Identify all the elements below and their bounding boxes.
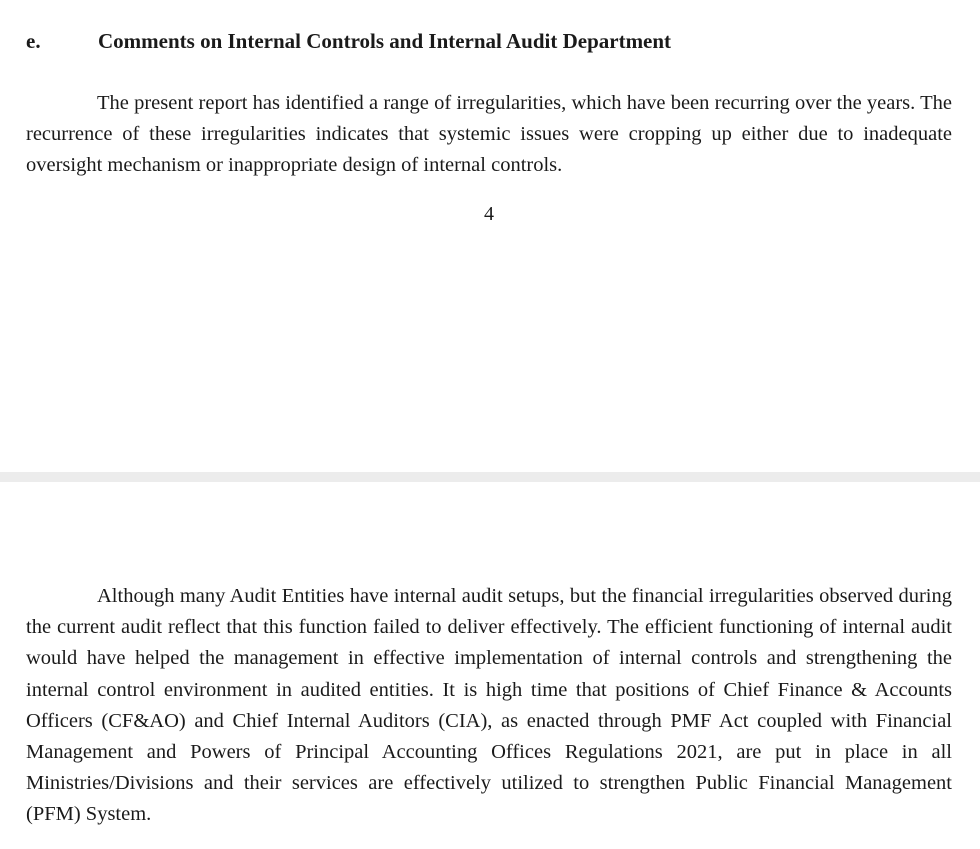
paragraph-first: The present report has identified a range of irregularities, which have been recurring over the years. The recurrence of these irregularities indicates that systemic issues were cropping up either due to inadequate oversight mechanism or inappropriate design of internal controls. [26, 92, 952, 176]
page-separator [0, 472, 980, 482]
document-page-lower [0, 482, 980, 849]
section-letter: e. [26, 29, 41, 53]
page-number: 4 [484, 203, 494, 225]
section-title: Comments on Internal Controls and Internal Audit Department [98, 29, 672, 53]
paragraph-second: Although many Audit Entities have internal audit setups, but the financial irregularities observed during the current audit reflect that this function failed to deliver effectively. The efficient functioning of internal audit would have helped the management in effective implementation of internal controls and strengthening the internal control environment in audited entities. It is high time that positions of Chief Finance & Accounts Officers (CF&AO) and Chief Internal Auditors (CIA), as enacted through PMF Act coupled with Financial Management and Powers of Principal Accounting Offices Regulations 2021, are put in place in all Ministries/Divisions and their services are effectively utilized to strengthen Public Financial Management (PFM) System. [26, 585, 952, 826]
